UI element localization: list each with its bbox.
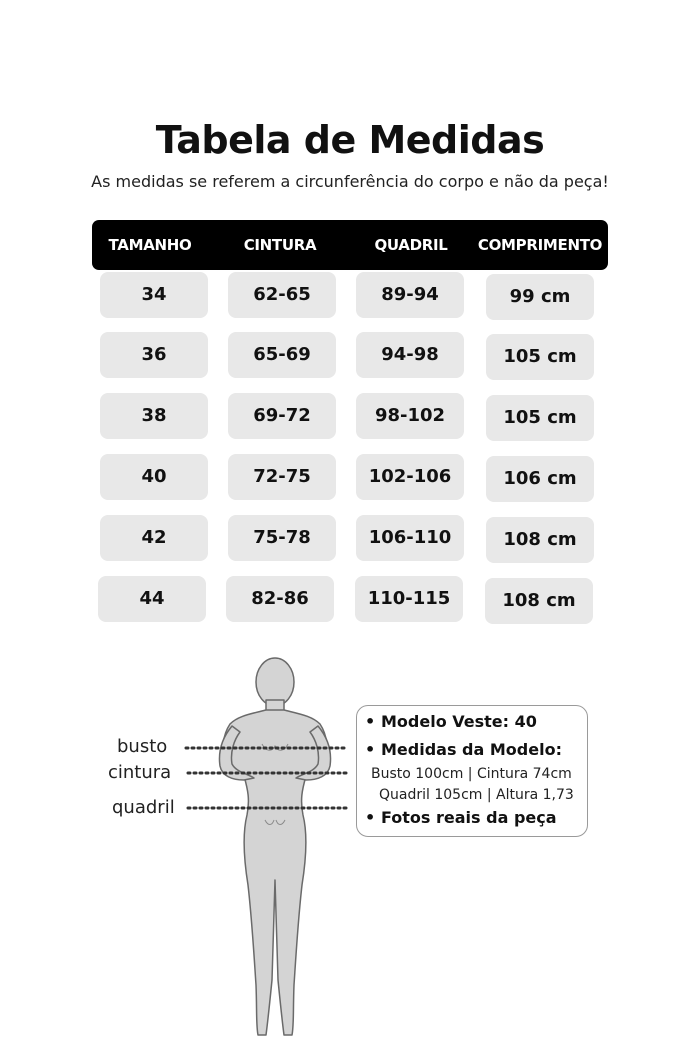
header-comprimento: COMPRIMENTO: [477, 236, 603, 254]
table-header: [92, 220, 608, 270]
cell-tamanho: 40: [100, 454, 208, 500]
head-shape: [256, 658, 294, 706]
cell-cintura: 82-86: [226, 576, 334, 622]
bullet-icon: •: [365, 712, 376, 731]
cell-tamanho: 36: [100, 332, 208, 378]
model-info-box: [356, 705, 588, 837]
header-tamanho: TAMANHO: [108, 236, 192, 254]
label-busto: busto: [117, 736, 168, 757]
cell-cintura: 65-69: [228, 332, 336, 378]
cell-cintura: 75-78: [228, 515, 336, 561]
cell-comprimento: 108 cm: [486, 517, 594, 563]
model-fotos-text: Fotos reais da peça: [381, 808, 557, 827]
bullet-icon: •: [365, 740, 376, 759]
cell-quadril: 110-115: [355, 576, 463, 622]
cell-cintura: 72-75: [228, 454, 336, 500]
header-cintura: CINTURA: [243, 236, 317, 254]
model-fotos-row: [365, 808, 557, 827]
model-medidas-line1: Busto 100cm | Cintura 74cm: [371, 766, 572, 782]
cell-comprimento: 99 cm: [486, 274, 594, 320]
cell-tamanho: 42: [100, 515, 208, 561]
cell-quadril: 89-94: [356, 272, 464, 318]
cell-comprimento: 106 cm: [486, 456, 594, 502]
model-medidas-row: [365, 740, 562, 759]
cell-comprimento: 105 cm: [486, 334, 594, 380]
page-subtitle: As medidas se referem a circunferência do corpo e não da peça!: [91, 172, 609, 191]
cell-quadril: 94-98: [356, 332, 464, 378]
header-quadril: QUADRIL: [374, 236, 448, 254]
body-silhouette-illustration: [0, 640, 700, 1050]
cell-quadril: 106-110: [356, 515, 464, 561]
cell-comprimento: 105 cm: [486, 395, 594, 441]
model-medidas-line2: Quadril 105cm | Altura 1,73: [379, 787, 574, 803]
page-title: Tabela de Medidas: [155, 118, 545, 162]
model-veste-text: Modelo Veste: 40: [381, 712, 537, 731]
cell-quadril: 102-106: [356, 454, 464, 500]
cell-tamanho: 34: [100, 272, 208, 318]
bullet-icon: •: [365, 808, 376, 827]
cell-quadril: 98-102: [356, 393, 464, 439]
cell-cintura: 62-65: [228, 272, 336, 318]
cell-tamanho: 44: [98, 576, 206, 622]
cell-tamanho: 38: [100, 393, 208, 439]
torso-shape: [223, 710, 327, 1035]
cell-cintura: 69-72: [228, 393, 336, 439]
model-medidas-title: Medidas da Modelo:: [381, 740, 562, 759]
label-quadril: quadril: [112, 797, 175, 818]
cell-comprimento: 108 cm: [485, 578, 593, 624]
model-veste-row: [365, 712, 537, 731]
label-cintura: cintura: [108, 762, 172, 783]
